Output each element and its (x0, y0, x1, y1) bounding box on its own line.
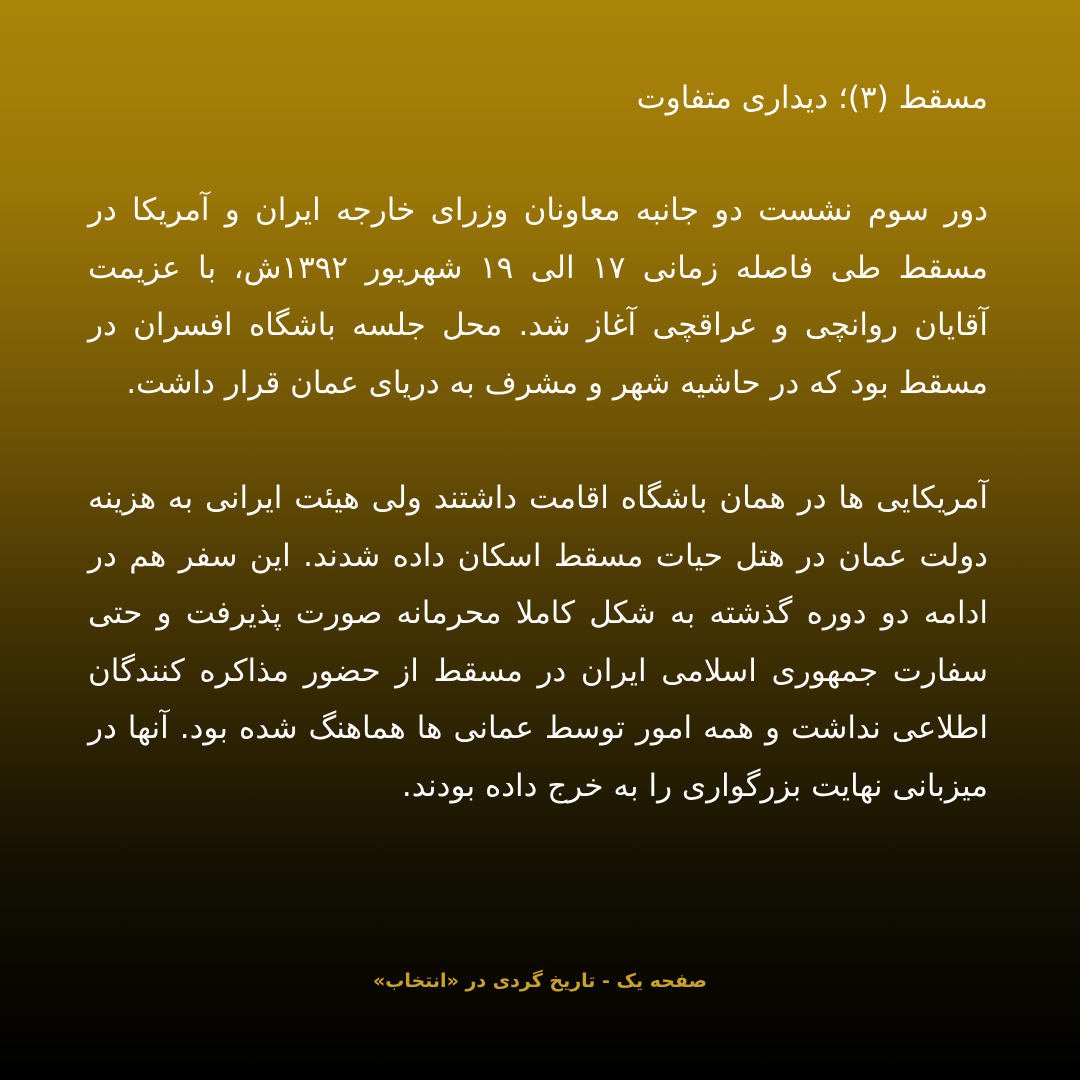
article-body (88, 76, 988, 815)
paragraph-2: آمریکایی ها در همان باشگاه اقامت داشتند ولی هیئت ایرانی به هزینه دولت عمان در هتل حیات مسقط اسکان داده شدند. این سفر هم در ادامه دو دوره گذشته به شکل کاملا محرمانه صورت پذیرفت و حتی سفارت جمهوری اسلامی ایران در مسقط از حضور مذاکره کنندگان اطلاعی نداشت و همه امور توسط عمانی ها هماهنگ شده بود. آنها در میزبانی نهایت بزرگواری را به خرج داده بودند. (88, 480, 988, 804)
paragraph-1: دور سوم نشست دو جانبه معاونان وزرای خارجه ایران و آمریکا در مسقط طی فاصله زمانی ۱۷ الی ۱۹ شهریور ۱۳۹۲ش، با عزیمت آقایان روانچی و عراقچی آغاز شد. محل جلسه باشگاه افسران در مسقط بود که در حاشیه شهر و مشرف به دریای عمان قرار داشت. (88, 192, 988, 401)
footer-caption: صفحه یک - تاریخ گردی در «انتخاب» (372, 970, 708, 992)
article-title: مسقط (۳)؛ دیداری متفاوت (636, 80, 988, 116)
